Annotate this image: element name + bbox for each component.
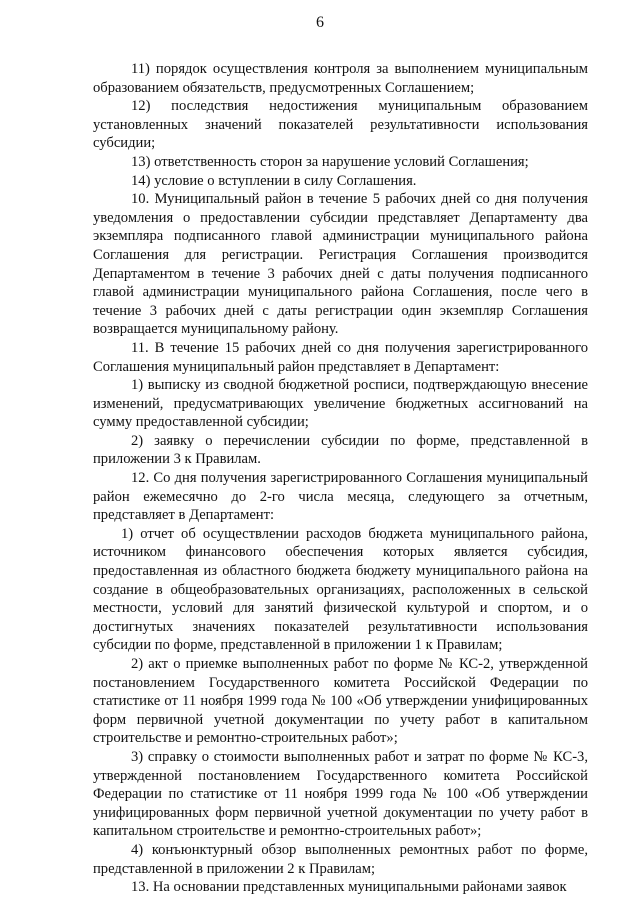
paragraph-clause-11: 11. В течение 15 рабочих дней со дня получения зарегистрированного Соглашения муниципальный район представляет в Департамент: [93, 339, 588, 375]
paragraph-clause-11-item-2: 2) заявку о перечислении субсидии по форме, представленной в приложении 3 к Правилам. [93, 432, 588, 468]
paragraph-item-14: 14) условие о вступлении в силу Соглашения. [131, 172, 417, 189]
paragraph-item-11: 11) порядок осуществления контроля за выполнением муниципальным образованием обязательств, предусмотренных Соглашением; [93, 61, 588, 96]
paragraph-clause-10: 10. Муниципальный район в течение 5 рабочих дней со дня получения уведомления о предоставлении субсидии представляет Департаменту два экземпляра подписанного главой администрации муниципального района Соглашения для регистрации. Регистрация Соглашения производится Департаментом в течение 3 рабочих дней с даты получения подписанного главой администрации муниципального района Соглашения, после чего в течение 3 рабочих дней с даты регистрации один экземпляр Соглашения возвращается муниципальному району. [93, 191, 588, 338]
paragraph-clause-12-item-4: 4) конъюнктурный обзор выполненных ремонтных работ по форме, представленной в приложении 2 к Правилам; [93, 841, 588, 877]
page-number: 6 [316, 14, 324, 31]
paragraph-clause-12-item-3: 3) справку о стоимости выполненных работ и затрат по форме № КС-3, утвержденной постановлением Государственного комитета Российской Федерации по статистике от 11 ноября 1999 года № 100 «Об утверждении унифицированных форм первичной учетной документации по учету работ в капитальном строительстве и ремонтно-строительных работ»; [93, 748, 588, 840]
paragraph-item-13: 13) ответственность сторон за нарушение условий Соглашения; [131, 153, 529, 170]
paragraph-item-12: 12) последствия недостижения муниципальным образованием установленных значений показателей результативности использования субсидии; [93, 98, 588, 152]
paragraph-clause-13: 13. На основании представленных муниципальными районами заявок [131, 879, 567, 896]
paragraph-clause-12: 12. Со дня получения зарегистрированного Соглашения муниципальный район ежемесячно до 2-го числа месяца, следующего за отчетным, представляет в Департамент: [93, 470, 588, 524]
paragraph-clause-12-item-1: 1) отчет об осуществлении расходов бюджета муниципального района, источником финансового обеспечения которых является субсидия, предоставленная из областного бюджета бюджету муниципального района на создание в общеобразовательных организациях, расположенных в сельской местности, условий для занятий физической культурой и спортом, и о достигнутых значениях показателей результативности использования субсидии по форме, представленной в приложении 1 к Правилам; [93, 525, 588, 654]
paragraph-clause-12-item-2: 2) акт о приемке выполненных работ по форме № КС-2, утвержденной постановлением Государственного комитета Российской Федерации по статистике от 11 ноября 1999 года № 100 «Об утверждении унифицированных форм первичной учетной документации по учету работ в капитальном строительстве и ремонтно-строительных работ»; [93, 656, 588, 747]
document-body [93, 60, 588, 897]
paragraph-clause-11-item-1: 1) выписку из сводной бюджетной росписи, подтверждающую внесение изменений, предусматривающих увеличение бюджетных ассигнований на сумму предоставленной субсидии; [93, 377, 588, 431]
